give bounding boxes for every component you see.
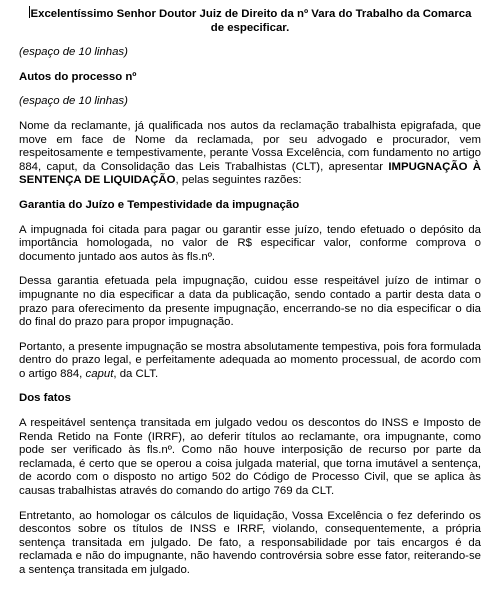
paragraph-text: , da CLT. — [113, 367, 159, 380]
spacing-note — [19, 95, 481, 109]
process-heading: Autos do processo nº — [19, 70, 137, 83]
spacing-note-text: (espaço de 10 linhas) — [19, 46, 128, 59]
spacing-note-text: (espaço de 10 linhas) — [19, 95, 128, 108]
section-heading-guarantee: Garantia do Juízo e Tempestividade da impugnação — [19, 198, 300, 211]
text-cursor — [29, 6, 30, 18]
document-title-text: Excelentíssimo Senhor Doutor Juiz de Direito da nº Vara do Trabalho da Comarca de especificar. — [30, 8, 472, 34]
section-heading-facts: Dos fatos — [19, 392, 71, 405]
spacing-note — [19, 46, 481, 60]
paragraph-italic: caput — [85, 367, 114, 380]
paragraph: A respeitável sentença transitada em julgado vedou os descontos do INSS e Imposto de Renda Retido na Fonte (IRRF), ao deferir títulos ao reclamante, ora impugnante, como pode ser verificado às fls.nº. Como não houve interposição de recurso por parte da reclamada, é certo que se operou a coisa julgada material, que torna imutável a sentença, de acordo com o disposto no artigo 502 do Código de Processo Civil, que se aplica às causas trabalhistas através do comando do artigo 769 da CLT. — [19, 417, 481, 498]
intro-paragraph — [19, 120, 481, 188]
intro-text-before: Nome da reclamante, já qualificada nos autos da reclamação trabalhista epigrafada, que move em face de Nome da reclamada, por seu advogado e procurador, vem respeitosamente e tempestivamente, perante Vossa Excelência, com fundamento no artigo 884, caput, da Consolidação das Leis Trabalhistas (CLT), apresentar — [19, 119, 481, 173]
document-title — [19, 6, 481, 35]
intro-text-bold: IMPUGNAÇÃO À SENTENÇA DE LIQUIDAÇÃO — [19, 160, 481, 187]
paragraph: Entretanto, ao homologar os cálculos de liquidação, Vossa Excelência o fez deferindo os descontos sobre os títulos de INSS e IRRF, violando, consequentemente, a própria sentença transitada em julgado. De fato, a responsabilidade por tais encargos é da reclamada e não do impugnante, não havendo controvérsia sobre esse fator, reiterando-se a sentença transitada em julgado. — [19, 509, 481, 576]
paragraph: Dessa garantia efetuada pela impugnação, cuidou esse respeitável juízo de intimar o impugnante no dia especificar a data da publicação, sendo contado a partir desta data o prazo para oferecimento da presente impugnação, encerrando-se no dia especificar o dia do final do prazo para propor impugnação. — [19, 275, 481, 329]
intro-text-after: , pelas seguintes razões: — [175, 174, 302, 187]
paragraph-text: Portanto, a presente impugnação se mostra absolutamente tempestiva, pois fora formulada dentro do prazo legal, e perfeitamente adequada ao momento processual, de acordo com o artigo 884, — [19, 340, 481, 380]
paragraph — [19, 341, 481, 382]
paragraph: A impugnada foi citada para pagar ou garantir esse juízo, tendo efetuado o depósito da importância homologada, no valor de R$ especificar valor, conforme comprova o documento juntado aos autos às fls.nº. — [19, 223, 481, 263]
